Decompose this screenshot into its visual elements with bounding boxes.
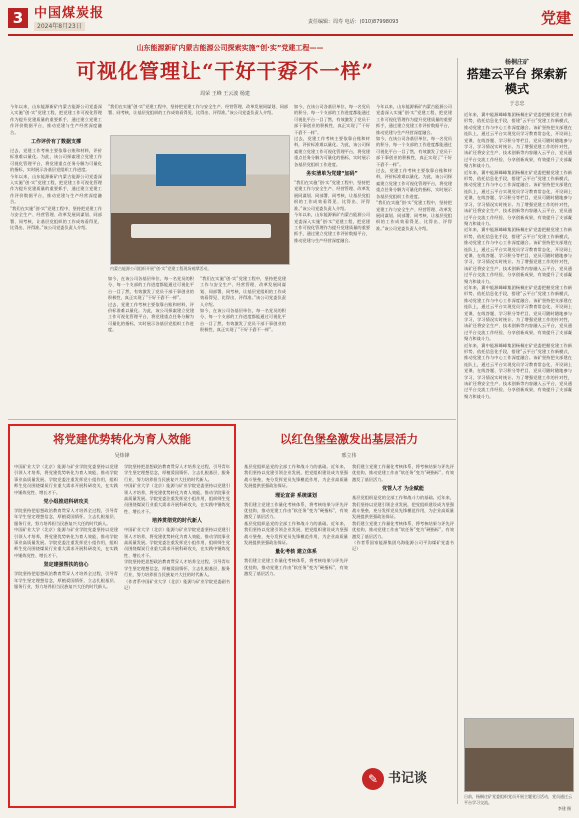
article-paragraph: 今年以来，山东能源新矿内蒙古能源公司党委深入实施“创·实”党建工程，把党建工作可视化管理作为提升党建质量的重要抓手，通过建立党建工作评价数据平台，推动党建与生产经营深度融合。 — [294, 212, 370, 243]
article-paragraph: 如今，在该公司各基层单位，每一名党员的积分、每一个支部的工作进度都能通过可视化平台一目了然，有效激发了党员干部干事创业的积极性，真正实现了“干好干孬不一样”。 — [294, 104, 370, 135]
subheading: 坚定建强帮扶的信心 — [43, 562, 89, 569]
article-paragraph: 中国矿业大学（北京）能源与矿业学院党委坚持以党建引领人才培养，将党建优势转化为育人效能，推动学院事业高质量发展。学院党委注重发挥党小组作用，组织师生党员围绕煤炭行业重大需求开展科研攻关，在实践中锤炼党性、增长才干。 — [14, 527, 118, 558]
article-paragraph: 学院坚持把思想政治教育贯穿人才培养全过程，引导青年学生坚定理想信念，厚植爱国情怀，立志扎根基层、服务行业，努力培养担当民族复兴大任的时代新人。 — [14, 508, 118, 526]
top-story-headline: 可视化管理让“干好干孬不一样” — [75, 59, 374, 83]
author-note: （作者系国家能源集团乌海能源公司平沟煤矿党委书记） — [352, 540, 454, 552]
top-story-column-2-bottom — [108, 276, 194, 416]
editor-info: 责任编辑：周寿 电话：(010)87998093 — [308, 19, 399, 25]
article-paragraph: 我们建立党建工作量化考核体系，将考核结果与评先评优挂钩，推动党建工作由“软任务”变为“硬指标”，有效激发了基层活力。 — [352, 520, 454, 539]
article-paragraph: 学院坚持把思想政治教育贯穿人才培养全过程，引导青年学生坚定理想信念，厚植爱国情怀，立志扎根基层、服务行业，努力培养担当民族复兴大任的时代新人。 — [124, 559, 230, 578]
article-paragraph: 我们建立党建工作量化考核体系，将考核结果与评先评优挂钩，推动党建工作由“软任务”变为“硬指标”，有效激发了基层活力。 — [352, 464, 454, 482]
right-column-byline: 于志忠 — [509, 101, 525, 107]
top-story-column-4 — [294, 104, 370, 416]
article-paragraph: 过去，党建工作考核主要依靠台账和材料，评价标准难以量化。为此，该公司探索建立党建工作可视化管理平台，将党建重点任务分解为可量化的指标，实时展示各基层党组织工作进度。 — [108, 301, 194, 333]
article-paragraph: 过去，党建工作考核主要依靠台账和材料，评价标准难以量化。为此，该公司探索建立党建工作可视化管理平台，将党建重点任务分解为可量化的指标，实时展示各基层党组织工作进度。 — [294, 136, 370, 167]
article-paragraph: 今年以来，山东能源新矿内蒙古能源公司党委深入实施“创·实”党建工程，把党建工作可视化管理作为提升党建质量的重要抓手，通过建立党建工作评价数据平台，推动党建与生产经营深度融合。 — [376, 104, 452, 135]
bottom-left-column-1 — [14, 464, 118, 802]
bottom-right-column-1 — [244, 464, 348, 808]
bottom-right-column-2 — [352, 464, 454, 760]
speech-bubble-icon: ✎ — [362, 768, 384, 790]
subheading: 务实清单为党建“加码” — [306, 171, 358, 178]
right-column-headline: 搭建云平台 探索新模式 — [466, 67, 568, 96]
divider — [457, 58, 458, 804]
table-shape — [131, 224, 271, 238]
photo-caption: 内蒙古能源公司组织开展“创·实”党建工程现场观摩活动。 — [110, 266, 212, 271]
right-column-kicker: 杨桐庄矿 — [504, 59, 529, 66]
article-paragraph: 基层党组织是党的全部工作和战斗力的基础。近年来，我们坚持以党建引领企业发展，把党组织建设成为坚强战斗堡垒，充分发挥党员先锋模范作用，为企业高质量发展提供坚强政治保证。 — [352, 495, 454, 520]
photo-credit: 李建 摄 — [557, 806, 571, 811]
right-column-header — [462, 58, 572, 108]
section-name: 党建 — [540, 9, 571, 27]
column-logo — [362, 765, 452, 793]
article-paragraph: “我们在实施“创·实”党建工程中，坚持把党建工作与安全生产、经营管理、改革发展同谋划、同部署、同考核，让基层党组织的工作成效看得见、比得出、评得准。”该公司党委负责人介绍。 — [10, 205, 102, 230]
article-paragraph: 我们建立党建工作量化考核体系，将考核结果与评先评优挂钩，推动党建工作由“软任务”变为“硬指标”，有效激发了基层活力。 — [244, 558, 348, 577]
article-paragraph: 近年来，冀中能源峰峰集团杨桐庄矿党委把握党建工作新形势，依托信息化手段，搭建“云平台”党建工作新模式，推动党建工作与中心工作深度融合。该矿坚持把支部建在连队上，通过云平台实现党员学习教育常态化，开设网上党课、在线答题、学习积分等栏目，党员可随时随地参与学习，学习情况实时统计。为了增强党建工作的针对性，该矿还将安全生产、技术创新等内容融入云平台，党员通过平台交流工作经验、分享创新成果，有效提升了支部凝聚力和战斗力。 — [464, 342, 572, 399]
article-paragraph: 近年来，冀中能源峰峰集团杨桐庄矿党委把握党建工作新形势，依托信息化手段，搭建“云平台”党建工作新模式，推动党建工作与中心工作深度融合。该矿坚持把支部建在连队上，通过云平台实现党员学习教育常态化，开设网上党课、在线答题、学习积分等栏目，党员可随时随地参与学习，学习情况实时统计。为了增强党建工作的针对性，该矿还将安全生产、技术创新等内容融入云平台，党员通过平台交流工作经验、分享创新成果，有效提升了支部凝聚力和战斗力。 — [464, 112, 572, 169]
screen-shape — [156, 154, 246, 186]
bottom-right-headline: 以红色堡垒激发出基层活力 — [280, 432, 418, 446]
article-paragraph: “我们在实施“创·实”党建工程中，坚持把党建工作与安全生产、经营管理、改革发展同谋划、同部署、同考核，让基层党组织的工作成效看得见、比得出、评得准。”该公司党委负责人介绍。 — [200, 276, 286, 307]
article-paragraph: 如今，在该公司各基层单位，每一名党员的积分、每一个支部的工作进度都能通过可视化平台一目了然，有效激发了党员干部干事创业的积极性，真正实现了“干好干孬不一样”。 — [200, 308, 286, 333]
news-photo — [110, 135, 290, 265]
top-story-column-3 — [200, 276, 286, 416]
article-paragraph: “我们在实施“创·实”党建工程中，坚持把党建工作与安全生产、经营管理、改革发展同谋划、同部署、同考核，让基层党组织的工作成效看得见、比得出、评得准。”该公司党委负责人介绍。 — [294, 180, 370, 211]
article-paragraph: 过去，党建工作考核主要依靠台账和材料，评价标准难以量化。为此，该公司探索建立党建工作可视化管理平台，将党建重点任务分解为可量化的指标，实时展示各基层党组织工作进度。 — [376, 168, 452, 199]
bottom-left-column-2 — [124, 464, 230, 802]
article-paragraph: 今年以来，山东能源新矿内蒙古能源公司党委深入实施“创·实”党建工程，把党建工作可视化管理作为提升党建质量的重要抓手，通过建立党建工作评价数据平台，推动党建与生产经营深度融合。 — [10, 173, 102, 205]
article-paragraph: 近年来，冀中能源峰峰集团杨桐庄矿党委把握党建工作新形势，依托信息化手段，搭建“云平台”党建工作新模式，推动党建工作与中心工作深度融合。该矿坚持把支部建在连队上，通过云平台实现党员学习教育常态化，开设网上党课、在线答题、学习积分等栏目，党员可随时随地参与学习，学习情况实时统计。为了增强党建工作的针对性，该矿还将安全生产、技术创新等内容融入云平台，党员通过平台交流工作经验、分享创新成果，有效提升了支部凝聚力和战斗力。 — [464, 227, 572, 284]
article-paragraph: 我们建立党建工作量化考核体系，将考核结果与评先评优挂钩，推动党建工作由“软任务”变为“硬指标”，有效激发了基层活力。 — [244, 501, 348, 520]
column-logo-label: 书记谈 — [388, 771, 428, 786]
article-paragraph: 近年来，冀中能源峰峰集团杨桐庄矿党委把握党建工作新形势，依托信息化手段，搭建“云平台”党建工作新模式，推动党建工作与中心工作深度融合。该矿坚持把支部建在连队上，通过云平台实现党员学习教育常态化，开设网上党课、在线答题、学习积分等栏目，党员可随时随地参与学习，学习情况实时统计。为了增强党建工作的针对性，该矿还将安全生产、技术创新等内容融入云平台，党员通过平台交流工作经验、分享创新成果，有效提升了支部凝聚力和战斗力。 — [464, 169, 572, 226]
top-story-column-5 — [376, 104, 452, 416]
article-paragraph: 学院坚持把思想政治教育贯穿人才培养全过程，引导青年学生坚定理想信念，厚植爱国情怀，立志扎根基层、服务行业，努力培养担当民族复兴大任的时代新人。 — [14, 571, 118, 590]
subheading: 党小组推进科研攻关 — [43, 499, 89, 506]
top-story-kicker: 山东能源新矿内蒙古能源公司探索实施“创·实”党建工程—— — [136, 44, 324, 52]
right-photo-caption: 日前，杨桐庄矿党委组织党员开展主题党日活动，党员通过云平台学习交流。 — [464, 794, 572, 805]
masthead — [8, 6, 573, 36]
top-story-column-1 — [10, 104, 102, 414]
article-paragraph: 中国矿业大学（北京）能源与矿业学院党委坚持以党建引领人才培养，将党建优势转化为育人效能，推动学院事业高质量发展。学院党委注重发挥党小组作用，组织师生党员围绕煤炭行业重大需求开展科研攻关，在实践中锤炼党性、增长才干。 — [14, 464, 118, 495]
article-paragraph: 如今，在该公司各基层单位，每一名党员的积分、每一个支部的工作进度都能通过可视化平台一目了然，有效激发了党员干部干事创业的积极性，真正实现了“干好干孬不一样”。 — [376, 136, 452, 167]
right-column-photo — [464, 718, 574, 792]
article-paragraph: 中国矿业大学（北京）能源与矿业学院党委坚持以党建引领人才培养，将党建优势转化为育人效能，推动学院事业高质量发展。学院党委注重发挥党小组作用，组织师生党员围绕煤炭行业重大需求开展科研攻关，在实践中锤炼党性、增长才干。 — [124, 483, 230, 514]
article-paragraph: 基层党组织是党的全部工作和战斗力的基础。近年来，我们坚持以党建引领企业发展，把党组织建设成为坚强战斗堡垒，充分发挥党员先锋模范作用，为企业高质量发展提供坚强政治保证。 — [244, 520, 348, 546]
subheading: 培养贯彻党的时代新人 — [151, 518, 202, 525]
right-column-body — [464, 112, 572, 712]
article-paragraph: “我们在实施“创·实”党建工程中，坚持把党建工作与安全生产、经营管理、改革发展同谋划、同部署、同考核，让基层党组织的工作成效看得见、比得出、评得准。”该公司党委负责人介绍。 — [376, 200, 452, 231]
subheading: 量化考核 建立体系 — [275, 549, 317, 556]
issue-date: 2024年8月23日 — [34, 22, 85, 31]
top-story-byline: 周荣 王峰 王云波 杨建 — [200, 91, 250, 97]
article-paragraph: 近年来，冀中能源峰峰集团杨桐庄矿党委把握党建工作新形势，依托信息化手段，搭建“云平台”党建工作新模式，推动党建工作与中心工作深度融合。该矿坚持把支部建在连队上，通过云平台实现党员学习教育常态化，开设网上党课、在线答题、学习积分等栏目，党员可随时随地参与学习，学习情况实时统计。为了增强党建工作的针对性，该矿还将安全生产、技术创新等内容融入云平台，党员通过平台交流工作经验、分享创新成果，有效提升了支部凝聚力和战斗力。 — [464, 284, 572, 342]
subheading: 党管人才 为企赋能 — [382, 486, 424, 493]
article-paragraph: 如今，在该公司各基层单位，每一名党员的积分、每一个支部的工作进度都能通过可视化平台一目了然，有效激发了党员干部干事创业的积极性，真正实现了“干好干孬不一样”。 — [108, 276, 194, 301]
article-paragraph: 学院坚持把思想政治教育贯穿人才培养全过程，引导青年学生坚定理想信念，厚植爱国情怀，立志扎根基层、服务行业，努力培养担当民族复兴大任的时代新人。 — [124, 464, 230, 482]
bottom-right-byline: 邢立伟 — [341, 453, 357, 459]
bottom-left-byline: 吴炜锋 — [114, 453, 130, 459]
article-paragraph: 今年以来，山东能源新矿内蒙古能源公司党委深入实施“创·实”党建工程，把党建工作可视化管理作为提升党建质量的重要抓手，通过建立党建工作评价数据平台，推动党建与生产经营深度融合。 — [10, 104, 102, 135]
top-story-column-2-top — [108, 104, 288, 132]
paper-name: 中国煤炭报 — [34, 6, 105, 21]
page-number: 3 — [8, 8, 28, 28]
bottom-left-headline: 将党建优势转化为育人效能 — [53, 432, 191, 446]
article-paragraph: 中国矿业大学（北京）能源与矿业学院党委坚持以党建引领人才培养，将党建优势转化为育人效能，推动学院事业高质量发展。学院党委注重发挥党小组作用，组织师生党员围绕煤炭行业重大需求开展科研攻关，在实践中锤炼党性、增长才干。 — [124, 527, 230, 558]
author-note: （作者系中国矿业大学（北京）能源与矿业学院党委副书记） — [124, 578, 230, 590]
article-paragraph: 过去，党建工作考核主要依靠台账和材料，评价标准难以量化。为此，该公司探索建立党建工作可视化管理平台，将党建重点任务分解为可量化的指标，实时展示各基层党组织工作进度。 — [10, 148, 102, 173]
article-paragraph: 基层党组织是党的全部工作和战斗力的基础。近年来，我们坚持以党建引领企业发展，把党组织建设成为坚强战斗堡垒，充分发挥党员先锋模范作用，为企业高质量发展提供坚强政治保证。 — [244, 464, 348, 489]
subheading: 理论宣讲 系统谋划 — [275, 492, 317, 499]
subheading: 工作评价有了数据支撑 — [30, 139, 81, 146]
article-paragraph: “我们在实施“创·实”党建工程中，坚持把党建工作与安全生产、经营管理、改革发展同谋划、同部署、同考核，让基层党组织的工作成效看得见、比得出、评得准。”该公司党委负责人介绍。 — [108, 104, 288, 116]
divider — [8, 419, 456, 420]
